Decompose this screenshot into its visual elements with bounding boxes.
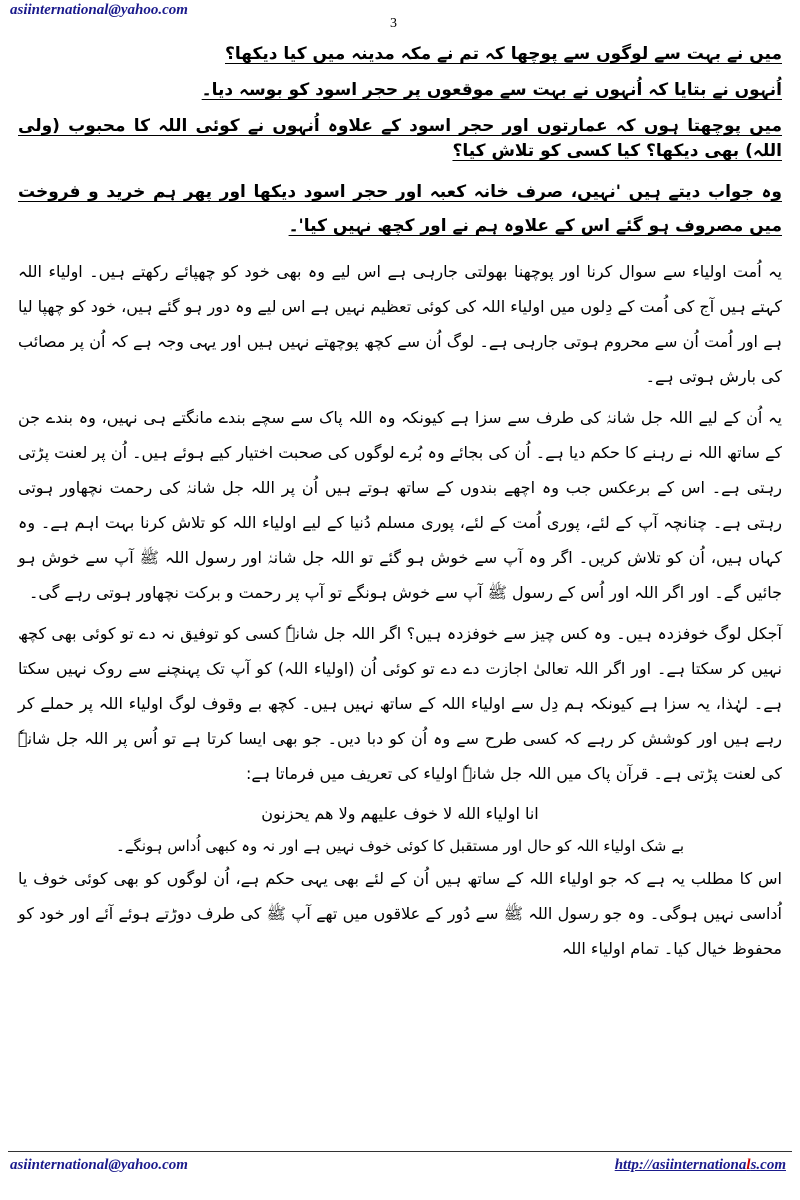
paragraph-3: آجکل لوگ خوفزدہ ہیں۔ وہ کس چیز سے خوفزدہ ہیں؟ اگر اللہ جل شانہٗ کسی کو توفیق نہ دے تو کوئی بھی کچھ نہیں کر سکتا ہے۔ اور اگر اللہ تعالیٰ اجازت دے دے تو کوئی اُن (اولیاء اللہ) کو آپ تک پہنچنے سے روک نہیں سکتا ہے۔ لہٰذا، یہ سزا ہے کیونکہ ہم دِل سے اولیاء اللہ کے ساتھ نہیں ہیں۔ کچھ بے وقوف لوگ اولیاء اللہ پر حملے کر رہے ہیں اور کوشش کر رہے کہ کسی طرح سے وہ اُن کو دبا دیں۔ جو بھی ایسا کرتا ہے تو اُس پر اللہ جل شانہٗ کی لعنت پڑتی ہے۔ قرآن پاک میں اللہ جل شانہٗ اولیاء کی تعریف میں فرماتا ہے: bbox=[18, 624, 782, 783]
paragraph-4: اس کا مطلب یہ ہے کہ جو اولیاء اللہ کے ساتھ ہیں اُن کے لئے بھی یہی حکم ہے، اُن لوگوں کو بھی کوئی خوف یا اُداسی نہیں ہوگی۔ وہ جو رسول اللہ ﷺ سے دُور کے علاقوں میں تھے آپ ﷺ کی طرف دوڑتے ہوئے آئے اور خود کو محفوظ خیال کیا۔ تمام اولیاء اللہ bbox=[18, 869, 782, 958]
page-number: 3 bbox=[390, 16, 397, 31]
question-1: میں نے بہت سے لوگوں سے پوچھا کہ تم نے مکہ مدینہ میں کیا دیکھا؟ bbox=[225, 44, 782, 64]
page-body bbox=[18, 42, 782, 972]
paragraph-1: یہ اُمت اولیاء سے سوال کرنا اور پوچھنا بھولتی جارہی ہے اس لیے وہ بھی خود کو چھپائے رکھتے ہیں۔ اولیاء اللہ کہتے ہیں آج کی اُمت کے دِلوں میں اولیاء اللہ کی کوئی تعظیم نہیں ہے اس لیے وہ دور ہو گئے ہیں، خود کو چھپا لیا ہے اور اُمت اُن سے محروم ہوتی جارہی ہے۔ لوگ اُن سے کچھ پوچھتے نہیں ہیں اور یہی وجہ ہے کہ اُن پر مصائب کی بارش ہوتی ہے۔ bbox=[18, 262, 782, 386]
quran-verse: انا اولياء الله لا خوف عليهم ولا هم يحزنون bbox=[261, 804, 539, 823]
footer-divider bbox=[8, 1151, 792, 1152]
footer-website-link[interactable] bbox=[615, 1157, 786, 1174]
footer-email[interactable]: asiinternational@yahoo.com bbox=[10, 1157, 188, 1173]
paragraph-2: یہ اُن کے لیے اللہ جل شانہٗ کی طرف سے سزا ہے کیونکہ وہ اللہ پاک سے سچے بندے مانگتے ہی نہیں، وہ بندے جن کے ساتھ اللہ نے رہنے کا حکم دیا ہے۔ اُن کی بجائے وہ بُرے لوگوں کی صحبت اختیار کیے ہوئے ہیں۔ اُن پر لعنت پڑتی رہتی ہے۔ اس کے برعکس جب وہ اچھے بندوں کے ساتھ ہوتے ہیں اُن پر اللہ جل شانہٗ کی رحمت نچھاور ہوتی رہتی ہے۔ چنانچہ آپ کے لئے، پوری اُمت کے لئے، پوری مسلم دُنیا کے لیے اولیاء اللہ کو تلاش کرنا بہت اہم ہے۔ وہ کہاں ہیں، اُن کو تلاش کریں۔ اگر وہ آپ سے خوش ہو گئے تو اللہ جل شانہٗ اور رسول اللہ ﷺ آپ سے خوش ہو جائیں گے۔ اور اگر اللہ اور اُس کے رسول ﷺ آپ سے خوش ہونگے تو آپ پر رحمت و برکت نچھاور ہوتی رہے گی۔ bbox=[18, 408, 782, 602]
answer-2: وہ جواب دیتے ہیں 'نہیں، صرف خانہ کعبہ اور حجر اسود دیکھا اور پھر ہم خرید و فروخت میں مصروف ہو گئے اس کے علاوہ ہم نے اور کچھ نہیں کیا'۔ bbox=[18, 182, 782, 236]
url-red-letter: l bbox=[746, 1157, 751, 1173]
question-2: میں پوچھتا ہوں کہ عمارتوں اور حجر اسود کے علاوہ اُنہوں نے کوئی اللہ کا محبوب (ولی اللہ) بھی دیکھا؟ کیا کسی کو تلاش کیا؟ bbox=[18, 116, 782, 161]
answer-1: اُنہوں نے بتایا کہ اُنہوں نے بہت سے موقعوں پر حجر اسود کو بوسہ دیا۔ bbox=[201, 80, 782, 100]
header-email[interactable]: asiinternational@yahoo.com bbox=[10, 2, 188, 18]
url-suffix: s.com bbox=[750, 1157, 786, 1173]
verse-translation: بے شک اولیاء اللہ کو حال اور مستقبل کا کوئی خوف نہیں ہے اور نہ وہ کبھی اُداس ہونگے۔ bbox=[115, 837, 685, 855]
url-prefix: http://asiinternationa bbox=[614, 1157, 747, 1173]
